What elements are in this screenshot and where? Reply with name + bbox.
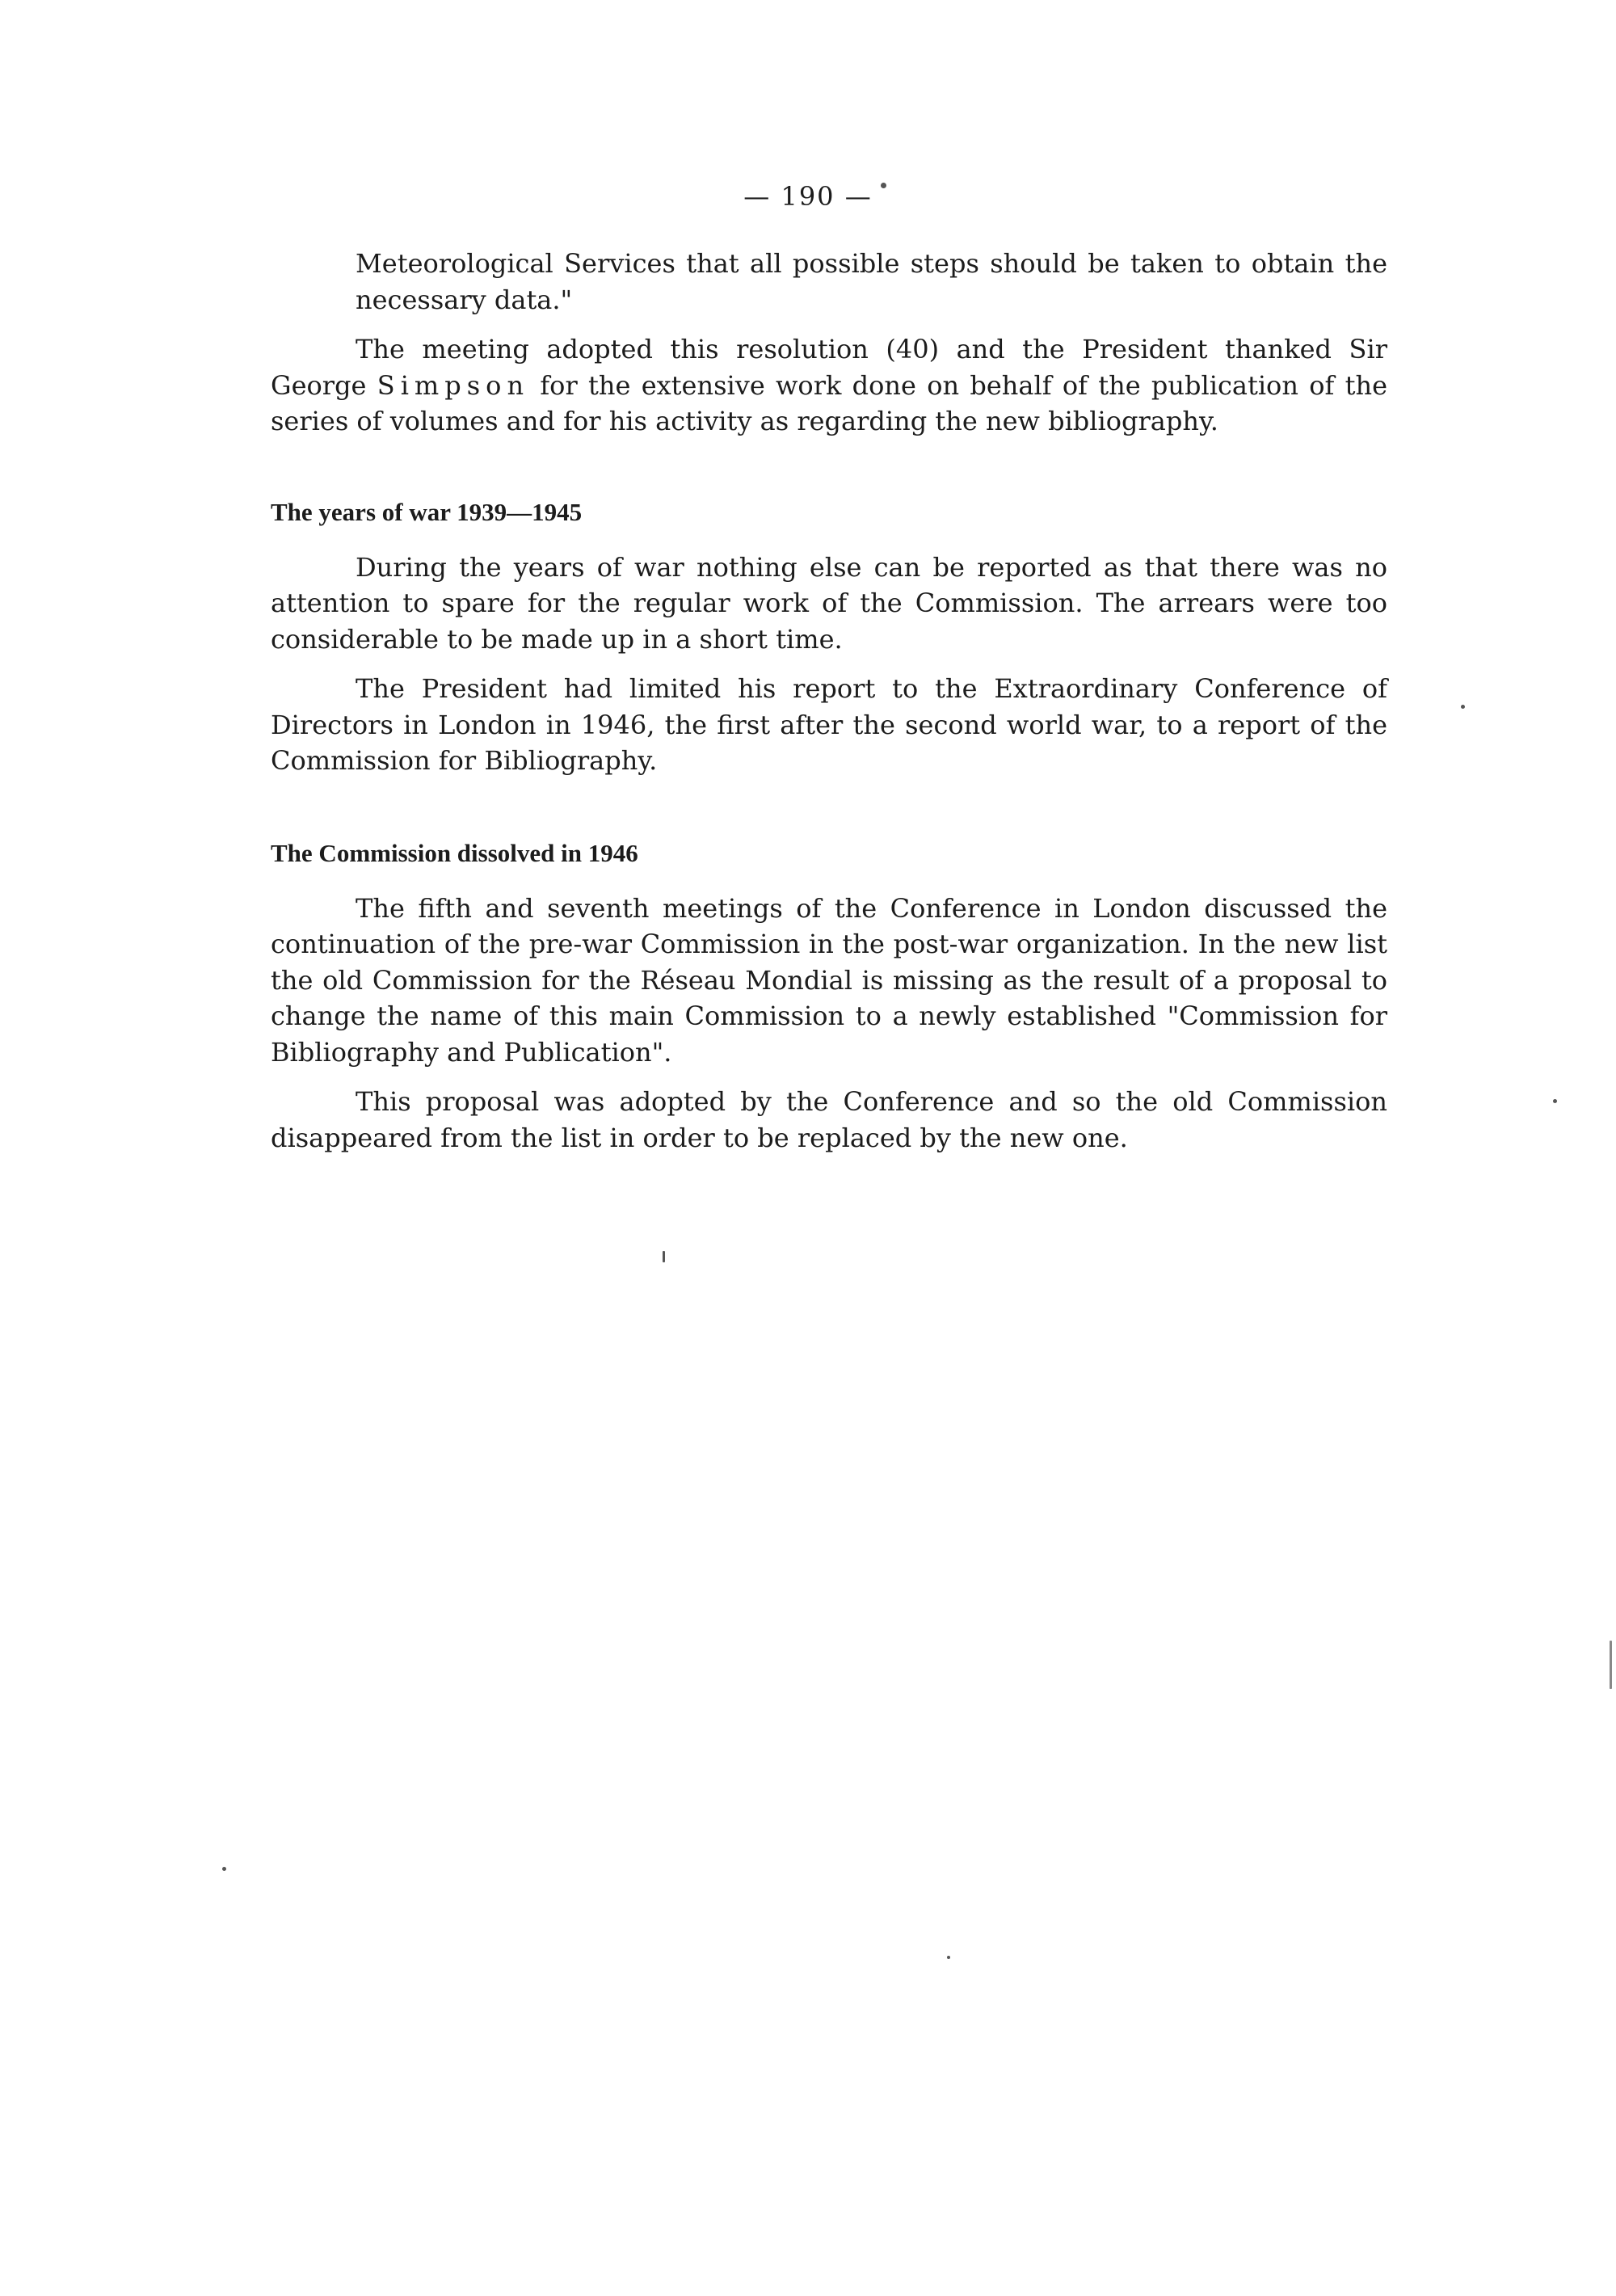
paragraph-resolution-40-text-a: The meeting adopted this resolution (40) and the President thanked Sir George: [271, 334, 1387, 401]
paragraph-resolution-40: [271, 331, 1387, 440]
paragraph-president-report: The President had limited his report to the Extraordinary Conference of Directors in London in 1946, the first after the second world war, to a report of the Commission for Bibliography.: [271, 673, 1387, 776]
paragraph-london-meetings: The fifth and seventh meetings of the Conference in London discussed the continuation of the pre-war Commission in the post-war organization. In the new list the old Commission for the Réseau Mondial is missing as the result of a proposal to change the name of this main Commission to a newly established "Commission for Bibliography and Publication".: [271, 892, 1387, 1068]
scan-speck: [1461, 705, 1465, 709]
section-heading-commission-dissolved: The Commission dissolved in 1946: [271, 838, 638, 867]
scan-speck: [881, 183, 886, 188]
page-number: — 190 —: [743, 181, 873, 212]
document-body: [271, 246, 1387, 1169]
paragraph-meteorological-services: Meteorological Services that all possible steps should be taken to obtain the necessary data.": [356, 248, 1387, 315]
scan-speck: [947, 1956, 950, 1959]
scan-speck: [222, 1867, 226, 1871]
person-name-simpson: Simpson: [377, 369, 530, 401]
scan-speck: [663, 1251, 665, 1262]
section-heading-years-of-war: The years of war 1939—1945: [271, 497, 583, 526]
scan-speck: [1553, 1099, 1557, 1103]
paragraph-resolution-40-text-b: for the extensive work done on behalf of the publication of the series of volumes and for his activity as regarding the new bibliography.: [271, 369, 1388, 436]
paragraph-proposal-adopted: This proposal was adopted by the Conference and so the old Commission disappeared from the list in order to be replaced by the new one.: [271, 1086, 1387, 1153]
paragraph-years-of-war: During the years of war nothing else can be reported as that there was no attention to spare for the regular work of the Commission. The arrears were too considerable to be made up in a short time.: [271, 551, 1387, 655]
scan-speck: [1610, 1641, 1612, 1689]
